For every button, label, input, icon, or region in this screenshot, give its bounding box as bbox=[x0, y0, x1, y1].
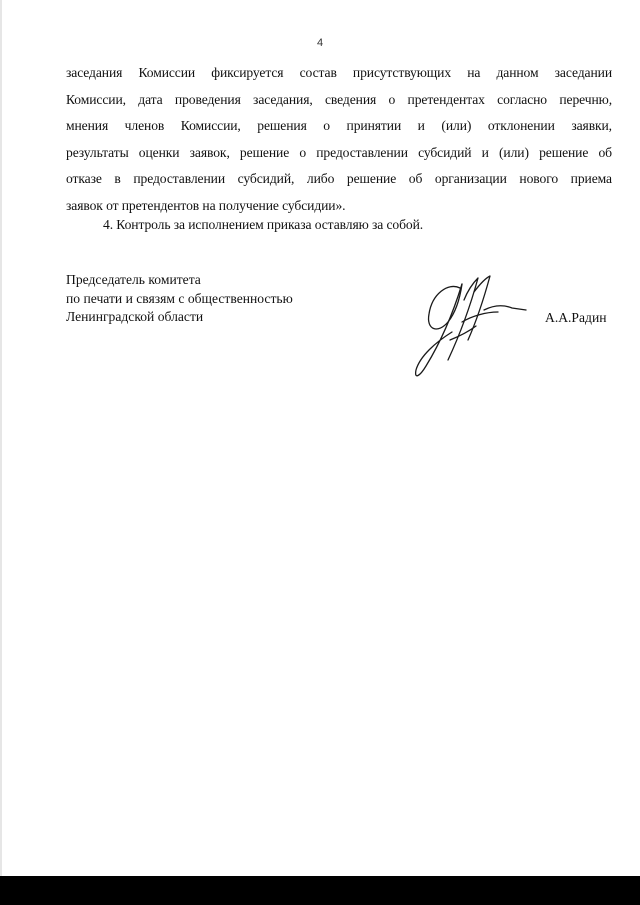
signatory-name: А.А.Радин bbox=[545, 310, 607, 325]
page-number: 4 bbox=[316, 37, 324, 49]
scan-bottom-band bbox=[0, 876, 640, 905]
body-line: Комиссии, дата проведения заседания, сведения о претендентах согласно перечню, bbox=[66, 91, 612, 107]
scan-edge bbox=[0, 0, 2, 905]
signatory-title-line: Ленинградской области bbox=[66, 309, 204, 324]
body-paragraph bbox=[66, 60, 612, 220]
signatory-title-line: Председатель комитета bbox=[66, 272, 201, 287]
handwritten-signature bbox=[402, 270, 532, 385]
body-line: результаты оценки заявок, решение о предоставлении субсидий и (или) решение об bbox=[66, 144, 612, 160]
signatory-title bbox=[66, 271, 293, 327]
item-4-paragraph bbox=[103, 212, 612, 239]
body-line: заявок от претендентов на получение субсидии». bbox=[66, 197, 346, 213]
body-line: мнения членов Комиссии, решения о принятии и (или) отклонении заявки, bbox=[66, 118, 612, 134]
signatory-title-line: по печати и связям с общественностью bbox=[66, 290, 293, 306]
item-4-text: 4. Контроль за исполнением приказа оставляю за собой. bbox=[103, 217, 424, 232]
body-line: отказе в предоставлении субсидий, либо решение об организации нового приема bbox=[66, 171, 612, 187]
body-line: заседания Комиссии фиксируется состав присутствующих на данном заседании bbox=[66, 65, 612, 80]
